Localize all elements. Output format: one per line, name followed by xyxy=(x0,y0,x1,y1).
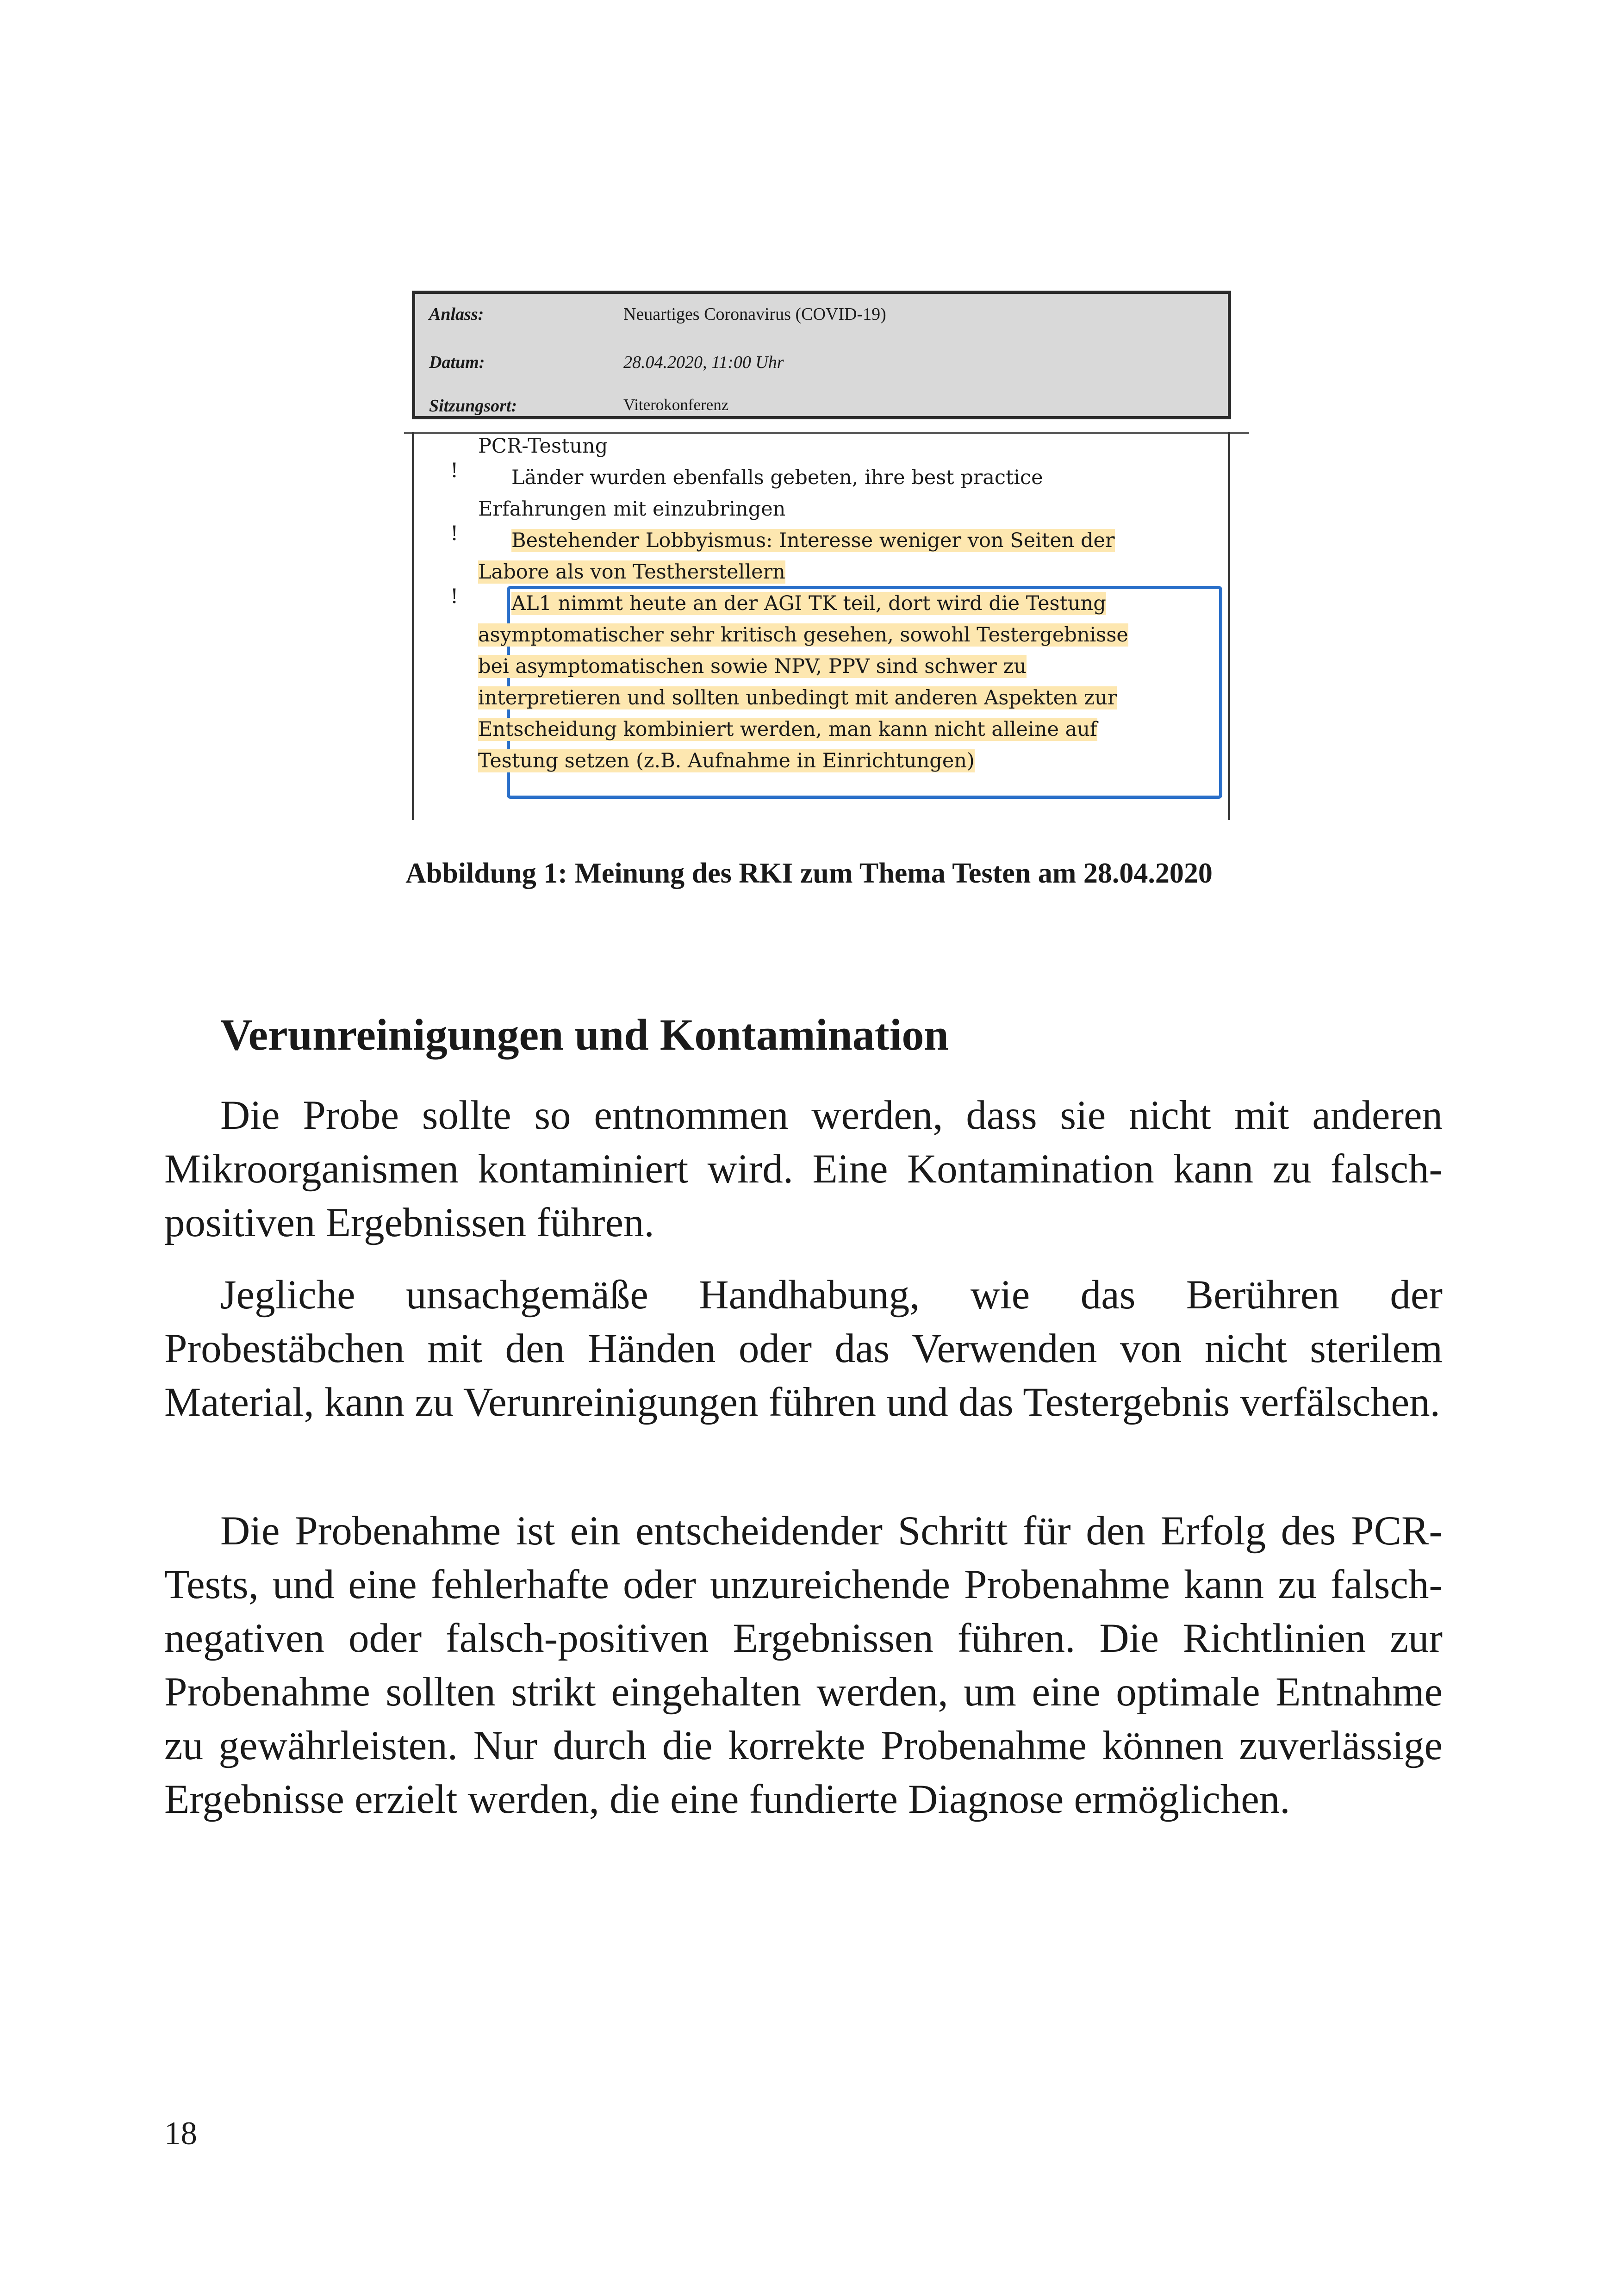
note-line: Erfahrungen mit einzubringen xyxy=(478,498,786,521)
note-line: Länder wurden ebenfalls gebeten, ihre best practice xyxy=(511,466,1043,489)
exclamation-marker: ! xyxy=(450,522,459,545)
figure-caption: Abbildung 1: Meinung des RKI zum Thema Testen am 28.04.2020 xyxy=(405,858,1213,889)
meeting-meta-box xyxy=(412,291,1231,419)
meta-label: Datum: xyxy=(429,353,485,372)
meta-value: Viterokonferenz xyxy=(623,396,729,414)
body-paragraph: Die Probe sollte so entnommen werden, dass sie nicht mit anderen Mikroorganismen kontaminiert wird. Eine Kontamination kann zu falsch-positiven Ergebnissen führen. xyxy=(164,1093,1443,1245)
note-line-highlighted: Entscheidung kombiniert werden, man kann nicht alleine auf xyxy=(478,718,1097,741)
figure-left-border xyxy=(412,432,414,820)
meta-row-anlass xyxy=(415,298,1228,335)
meta-value: 28.04.2020, 11:00 Uhr xyxy=(623,353,784,372)
figure-right-border xyxy=(1228,432,1230,820)
body-paragraph: Die Probenahme ist ein entscheidender Schritt für den Erfolg des PCR-Tests, und eine fehlerhafte oder unzureichende Probenahme kann zu falsch-negativen oder falsch-positiven Ergebnissen führen. Die Richtlinien zur Probenahme sollten strikt eingehalten werden, um eine optimale Entnahme zu gewährleisten. Nur durch die korrekte Probenahme können zuverlässige Ergebnisse erzielt werden, die eine fundierte Diagnose ermöglichen. xyxy=(164,1508,1443,1822)
exclamation-marker: ! xyxy=(450,585,459,608)
document-figure xyxy=(404,283,1249,820)
meta-row-sitzungsort xyxy=(415,389,1228,426)
note-line-highlighted: Bestehender Lobbyismus: Interesse weniger von Seiten der xyxy=(511,529,1115,552)
meta-row-datum xyxy=(415,346,1228,383)
body-paragraph: Jegliche unsachgemäße Handhabung, wie das Berühren der Probestäbchen mit den Händen oder das Verwenden von nicht sterilem Material, kann zu Verunreinigungen führen und das Testergebnis verfälschen. xyxy=(164,1272,1443,1425)
note-line-highlighted: Labore als von Testherstellern xyxy=(478,560,785,584)
note-line-highlighted: interpretieren und sollten unbedingt mit anderen Aspekten zur xyxy=(478,686,1117,709)
note-line-highlighted: asymptomatischer sehr kritisch gesehen, sowohl Testergebnisse xyxy=(478,623,1128,647)
note-line-highlighted: Testung setzen (z.B. Aufnahme in Einrichtungen) xyxy=(478,749,975,772)
note-line-highlighted: bei asymptomatischen sowie NPV, PPV sind schwer zu xyxy=(478,655,1027,678)
meta-label: Anlass: xyxy=(429,305,484,324)
meta-value: Neuartiges Coronavirus (COVID-19) xyxy=(623,305,886,324)
note-line: PCR-Testung xyxy=(478,435,608,458)
section-heading: Verunreinigungen und Kontamination xyxy=(220,1010,949,1059)
note-line-highlighted: AL1 nimmt heute an der AGI TK teil, dort wird die Testung xyxy=(511,592,1106,615)
exclamation-marker: ! xyxy=(450,459,459,482)
meta-label: Sitzungsort: xyxy=(429,396,517,416)
page-number: 18 xyxy=(164,2116,197,2152)
